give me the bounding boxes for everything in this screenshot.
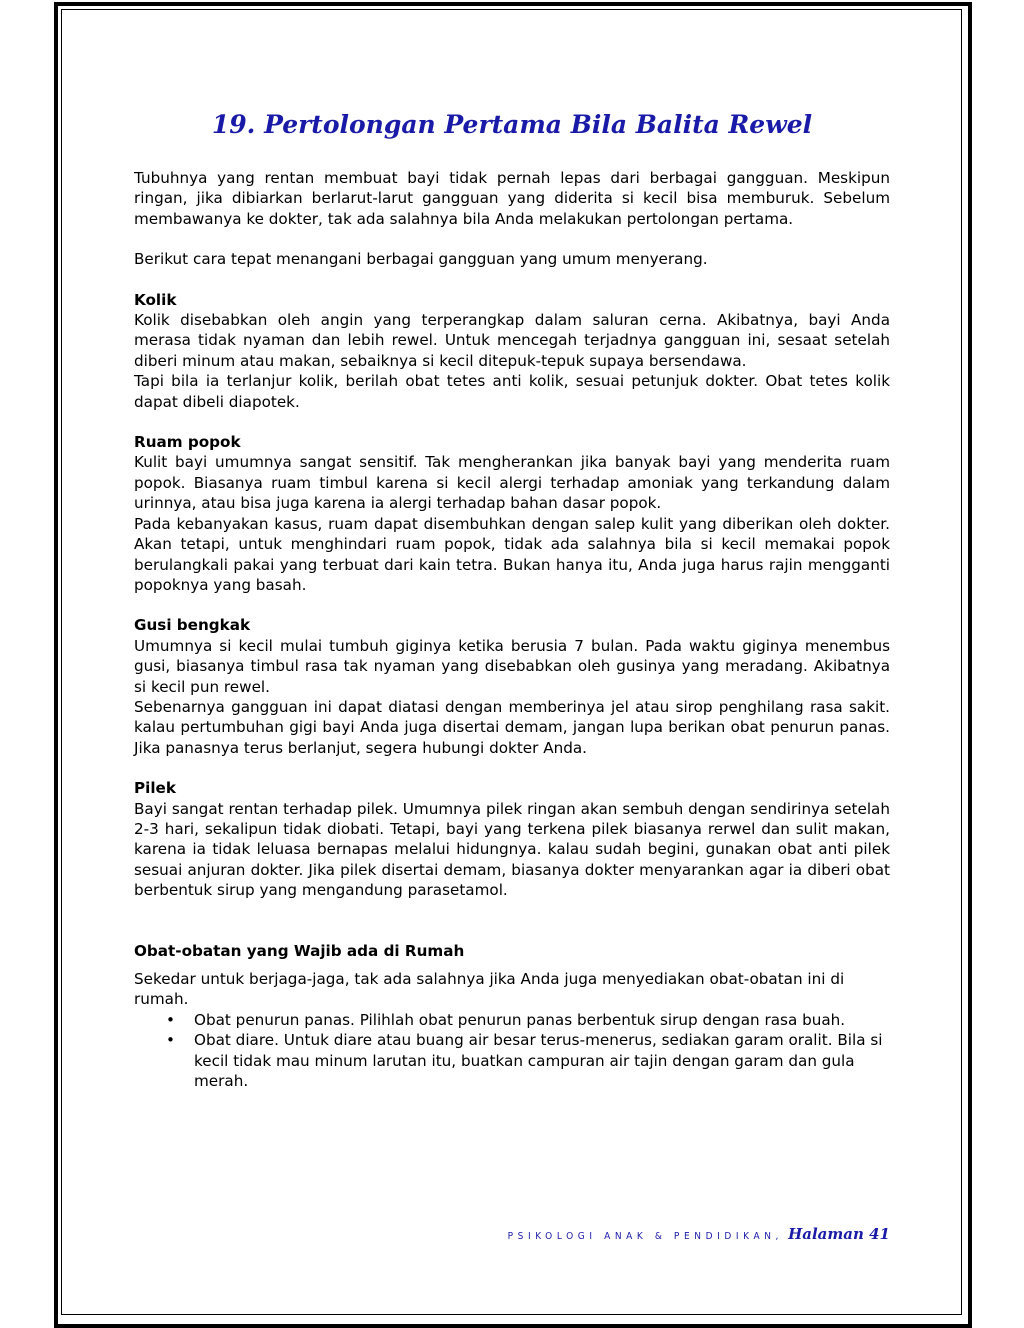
- section-ruam-popok: [134, 432, 890, 595]
- section-heading: Gusi bengkak: [134, 616, 251, 635]
- page-title: 19. Pertolongan Pertama Bila Balita Rewel: [211, 110, 813, 139]
- medicines-intro: Sekedar untuk berjaga-jaga, tak ada salahnya jika Anda juga menyediakan obat-obatan ini di rumah.: [134, 970, 845, 1009]
- section-paragraph: Pada kebanyakan kasus, ruam dapat disembuhkan dengan salep kulit yang diberikan oleh dokter. Akan tetapi, untuk menghindari ruam popok, tidak ada salahnya bila si kecil memakai popok berulangkali pakai yang terbuat dari kain tetra. Bukan hanya itu, Anda juga harus rajin mengganti popoknya yang basah.: [134, 514, 890, 594]
- section-paragraph: Kolik disebabkan oleh angin yang terperangkap dalam saluran cerna. Akibatnya, bayi Anda merasa tidak nyaman dan lebih rewel. Untuk mencegah terjadnya gangguan ini, sesaat setelah diberi minum atau makan, sebaiknya si kecil ditepuk-tepuk supaya bersendawa.: [134, 311, 890, 370]
- section-paragraph: Bayi sangat rentan terhadap pilek. Umumnya pilek ringan akan sembuh dengan sendirinya setelah 2-3 hari, sekalipun tidak diobati. Tetapi, bayi yang terkena pilek biasanya rerwel dan sulit makan, karena ia tidak leluasa bernapas melalui hidungnya. kalau sudah begini, gunakan obat anti pilek sesuai anjuran dokter. Jika pilek disertai demam, biasanya dokter menyarankan agar ia diberi obat berbentuk sirup yang mengandung parasetamol.: [134, 799, 890, 900]
- section-paragraph: Tapi bila ia terlanjur kolik, berilah obat tetes anti kolik, sesuai petunjuk dokter. Obat tetes kolik dapat dibeli diapotek.: [134, 372, 890, 411]
- section-heading: Pilek: [134, 779, 176, 798]
- section-paragraph: Sebenarnya gangguan ini dapat diatasi dengan memberinya jel atau sirop penghilang rasa sakit. kalau pertumbuhan gigi bayi Anda juga disertai demam, jangan lupa berikan obat penurun panas. Jika panasnya terus berlanjut, segera hubungi dokter Anda.: [134, 697, 890, 757]
- intro-paragraph-2: Berikut cara tepat menangani berbagai gangguan yang umum menyerang.: [134, 250, 708, 269]
- section-kolik: [134, 290, 890, 412]
- list-item: [134, 1010, 890, 1030]
- section-paragraph: Umumnya si kecil mulai tumbuh giginya ketika berusia 7 bulan. Pada waktu giginya menembus gusi, biasanya timbul rasa tak nyaman yang disebabkan oleh gusinya yang meradang. Akibatnya si kecil pun rewel.: [134, 636, 890, 696]
- list-item: [134, 1030, 890, 1091]
- footer-label: PSIKOLOGI ANAK & PENDIDIKAN,: [507, 1231, 783, 1242]
- medicines-heading: Obat-obatan yang Wajib ada di Rumah: [134, 941, 465, 960]
- intro-paragraph-1: Tubuhnya yang rentan membuat bayi tidak pernah lepas dari berbagai gangguan. Meskipun ringan, jika dibiarkan berlarut-larut gangguan yang diderita si kecil bisa memburuk. Sebelum membawanya ke dokter, tak ada salahnya bila Anda melakukan pertolongan pertama.: [134, 169, 890, 228]
- page-number: Halaman 41: [788, 1225, 890, 1243]
- document-body: [134, 108, 890, 1091]
- section-gusi-bengkak: [134, 615, 890, 758]
- section-pilek: [134, 778, 890, 900]
- section-heading: Kolik: [134, 290, 177, 309]
- list-item-text: Obat diare. Untuk diare atau buang air besar terus-menerus, sediakan garam oralit. Bila si kecil tidak mau minum larutan itu, buatkan campuran air tajin dengan garam dan gula merah.: [194, 1031, 883, 1091]
- section-heading: Ruam popok: [134, 433, 241, 452]
- section-paragraph: Kulit bayi umumnya sangat sensitif. Tak mengherankan jika banyak bayi yang menderita ruam popok. Biasanya ruam timbul karena si kecil alergi terhadap amoniak yang terkandung dalam urinnya, atau bisa juga karena ia alergi terhadap bahan dasar popok.: [134, 453, 890, 513]
- section-medicines: [134, 941, 890, 1092]
- medicines-list: [134, 1010, 890, 1092]
- bullet-icon: •: [166, 1010, 175, 1029]
- page-footer: [508, 1224, 890, 1243]
- bullet-icon: •: [166, 1031, 175, 1050]
- list-item-text: Obat penurun panas. Pilihlah obat penurun panas berbentuk sirup dengan rasa buah.: [194, 1010, 846, 1029]
